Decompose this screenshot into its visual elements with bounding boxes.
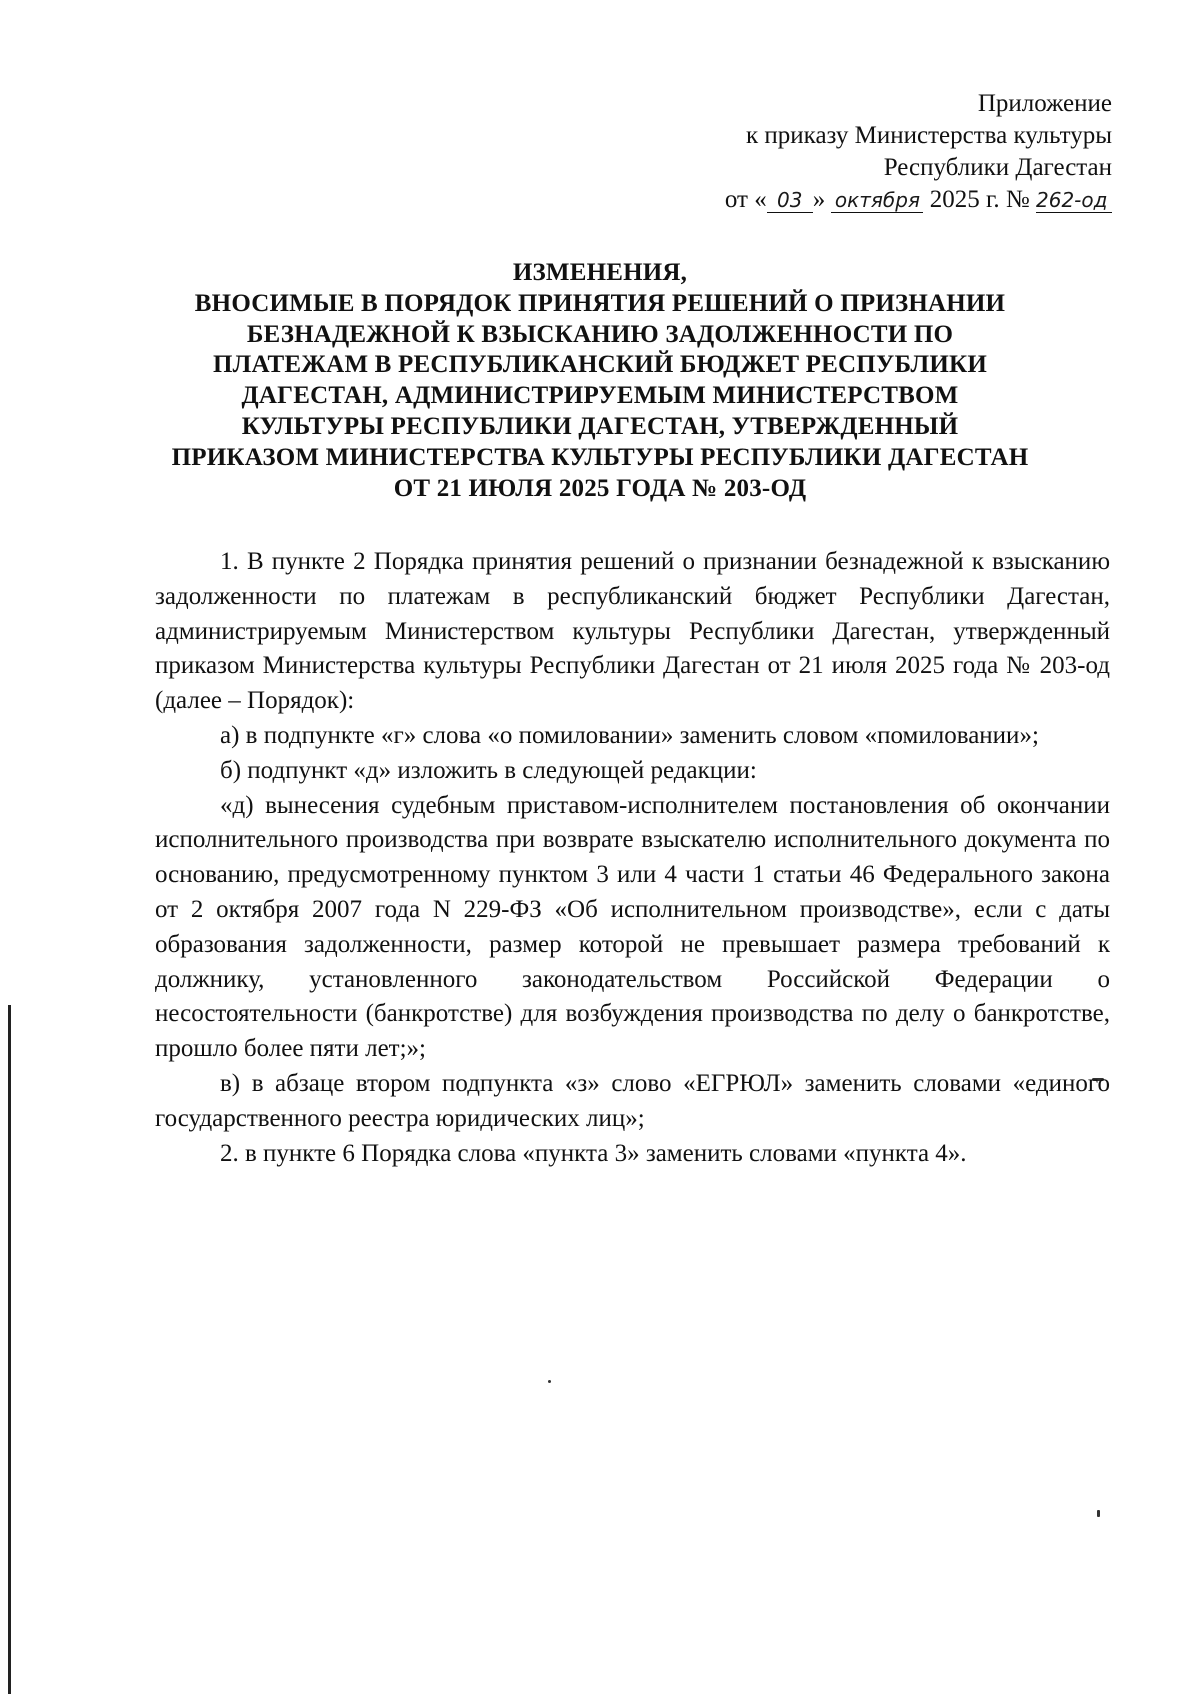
scan-speck [1097, 1510, 1100, 1517]
title-line: ВНОСИМЫЕ В ПОРЯДОК ПРИНЯТИЯ РЕШЕНИЙ О ПРИЗНАНИИ [194, 289, 1006, 317]
date-prefix: от « [724, 186, 767, 213]
title-line: БЕЗНАДЕЖНОЙ К ВЗЫСКАНИЮ ЗАДОЛЖЕННОСТИ ПО [246, 320, 954, 348]
title-line: ИЗМЕНЕНИЯ, [512, 259, 688, 286]
title-line: ДАГЕСТАН, АДМИНИСТРИРУЕМЫМ МИНИСТЕРСТВОМ [241, 382, 959, 410]
paragraph-item-2: 2. в пункте 6 Порядка слова «пункта 3» заменить словами «пункта 4». [220, 1139, 967, 1167]
title-line: КУЛЬТУРЫ РЕСПУБЛИКИ ДАГЕСТАН, УТВЕРЖДЕННЫЙ [241, 412, 959, 440]
paragraph-subitem-v: в) в абзаце втором подпункта «з» слово «ЕГРЮЛ» заменить словами «единого государственного реестра юридических лиц»; [155, 1069, 1110, 1132]
document-body [155, 545, 1110, 1171]
document-title [120, 258, 1080, 504]
scan-speck [548, 1380, 551, 1383]
date-quote-close: » [812, 186, 826, 213]
appendix-date-line [725, 184, 1112, 216]
title-line: ПЛАТЕЖАМ В РЕСПУБЛИКАНСКИЙ БЮДЖЕТ РЕСПУБЛИКИ [212, 351, 987, 379]
appendix-order-ref: к приказу Министерства культуры [746, 122, 1112, 149]
handwritten-month: октября [831, 188, 923, 213]
paragraph-subitem-d-text: «д) вынесения судебным приставом-исполнителем постановления об окончании исполнительного производства при возврате взыскателю исполнительного документа по основанию, предусмотренному пунктом 3 или 4 части 1 статьи 46 Федерального закона от 2 октября 2007 года N 229-ФЗ «Об исполнительном производстве», если с даты образования задолженности, размер которой не превышает размера требований к должнику, установленного законодательством Российской Федерации о несостоятельности (банкротстве) для возбуждения производства по делу о банкротстве, прошло более пяти лет;»; [155, 791, 1110, 1063]
appendix-header [725, 88, 1112, 216]
appendix-region: Республики Дагестан [883, 154, 1112, 181]
paragraph-subitem-b: б) подпункт «д» изложить в следующей редакции: [220, 756, 757, 784]
paragraph-subitem-a: а) в подпункте «г» слова «о помиловании» заменить словом «помиловании»; [220, 721, 1039, 749]
handwritten-day: 03 [767, 188, 813, 213]
title-line: ПРИКАЗОМ МИНИСТЕРСТВА КУЛЬТУРЫ РЕСПУБЛИКИ ДАГЕСТАН [171, 443, 1029, 471]
title-line: ОТ 21 ИЮЛЯ 2025 ГОДА № 203-ОД [393, 474, 807, 502]
date-year: 2025 г. № [929, 186, 1030, 213]
paragraph-item-1: 1. В пункте 2 Порядка принятия решений о признании безнадежной к взысканию задолженности по платежам в республиканский бюджет Республики Дагестан, администрируемым Министерством культуры Республики Дагестан, утвержденный приказом Министерства культуры Республики Дагестан от 21 июля 2025 года № 203-од (далее – Порядок): [155, 548, 1110, 715]
appendix-label: Приложение [977, 90, 1112, 117]
handwritten-order-number: 262-од [1036, 188, 1112, 213]
scan-edge-line [8, 1005, 11, 1694]
